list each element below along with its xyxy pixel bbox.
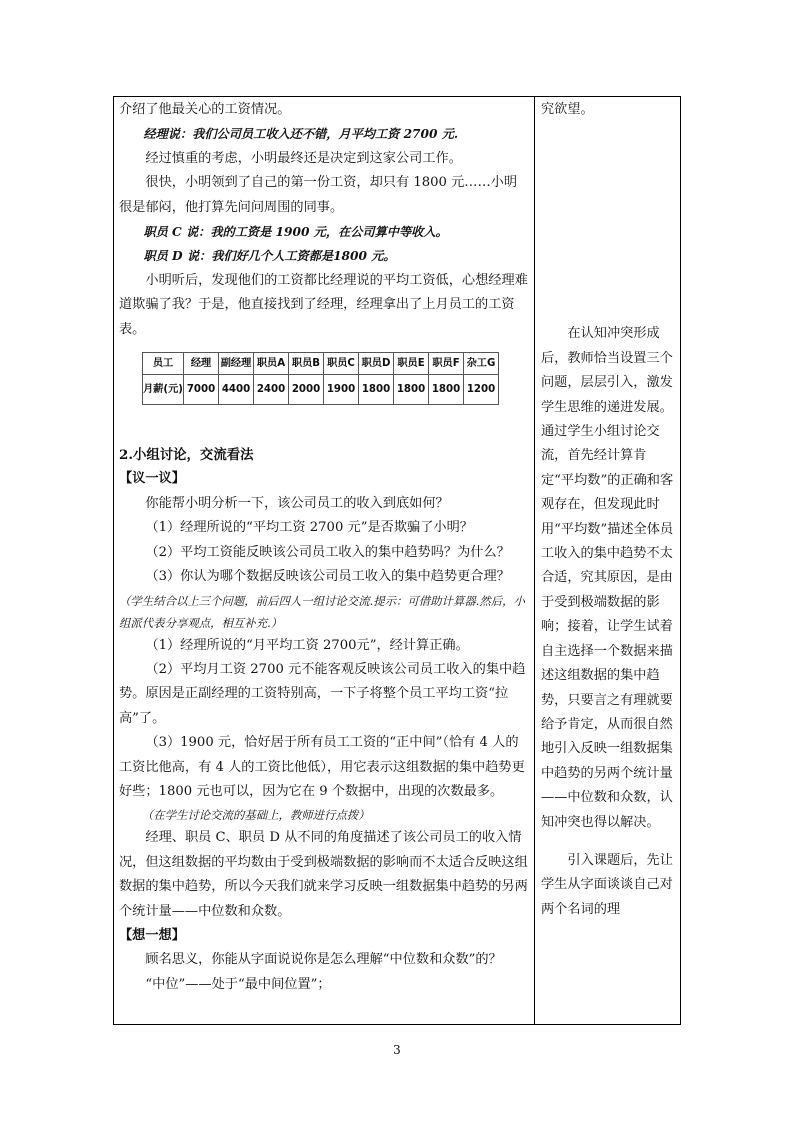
side-text: 引入课题后，先让学生从字面谈谈自己对两个名词的理 bbox=[541, 852, 673, 917]
table-cell: 2000 bbox=[289, 375, 324, 405]
staff-c-dialogue: 职员 C 说：我的工资是 1900 元，在公司算中等收入。 bbox=[143, 225, 448, 240]
table-cell: 月薪(元) bbox=[143, 375, 184, 405]
table-cell: 职员D bbox=[359, 353, 394, 375]
manager-dialogue: 经理说：我们公司员工收入还不错，月平均工资 2700 元. bbox=[143, 127, 459, 142]
story-paragraph: 很快，小明领到了自己的第一份工资，却只有 1800 元……小明很是郁闷，他打算先问问周围的同事。 bbox=[119, 175, 518, 215]
wage-table bbox=[142, 352, 499, 405]
think-label: 【想一想】 bbox=[119, 927, 185, 943]
teacher-note: （在学生讨论交流的基础上，教师进行点拨） bbox=[141, 808, 370, 823]
activity-note: （学生结合以上三个问题，前后四人一组讨论交流.提示：可借助计算器.然后，小组派代表分享观点，相互补充.） bbox=[119, 593, 525, 630]
question-1: （1）经理所说的“平均工资 2700 元”是否欺骗了小明？ bbox=[145, 520, 473, 536]
question-2: （2）平均工资能反映该公司员工收入的集中趋势吗？为什么？ bbox=[145, 544, 510, 560]
story-paragraph: 经过慎重的考虑，小明最终还是决定到这家公司工作。 bbox=[145, 150, 462, 166]
section-heading: 2.小组讨论，交流看法 bbox=[119, 447, 254, 464]
discuss-label: 【议一议】 bbox=[119, 471, 185, 487]
table-cell: 职员F bbox=[429, 353, 464, 375]
process-column bbox=[119, 98, 529, 997]
table-cell: 4400 bbox=[219, 375, 254, 405]
table-cell: 杂工G bbox=[464, 353, 499, 375]
column-divider bbox=[534, 96, 535, 1025]
story-paragraph: 小明听后，发现他们的工资都比经理说的平均工资低，心想经理难道欺骗了我？于是，他直接找到了经理，经理拿出了上月员工的工资表。 bbox=[119, 272, 528, 337]
table-cell: 7000 bbox=[184, 375, 219, 405]
median-definition: “中位”——处于“最中间位置”； bbox=[145, 976, 331, 992]
table-cell: 经理 bbox=[184, 353, 219, 375]
wage-table-salary-row bbox=[143, 375, 499, 405]
table-cell: 职员B bbox=[289, 353, 324, 375]
table-cell: 1800 bbox=[359, 375, 394, 405]
table-cell: 职员A bbox=[254, 353, 289, 375]
table-cell: 1200 bbox=[464, 375, 499, 405]
table-cell: 职员C bbox=[324, 353, 359, 375]
intro-line: 介绍了他最关心的工资情况。 bbox=[119, 102, 291, 117]
intent-column bbox=[541, 98, 676, 922]
table-cell: 1800 bbox=[429, 375, 464, 405]
think-question: 顾名思义，你能从字面说说你是怎么理解“中位数和众数”的？ bbox=[145, 952, 502, 968]
answer-3: （3）1900 元，恰好居于所有员工工资的“正中间”（恰有 4 人的工资比他高，有 4 人的工资比他低），用它表示这组数据的集中趋势更好些；1800 元也可以，因为它在 9 个数据中，出现的次数最多。 bbox=[119, 735, 525, 799]
table-cell: 职员E bbox=[394, 353, 429, 375]
page-number: 3 bbox=[393, 1043, 401, 1057]
answer-1: （1）经理所说的“月平均工资 2700元”，经计算正确。 bbox=[145, 637, 469, 653]
table-cell: 2400 bbox=[254, 375, 289, 405]
table-cell: 1900 bbox=[324, 375, 359, 405]
wage-table-header-row bbox=[143, 353, 499, 375]
table-cell: 副经理 bbox=[219, 353, 254, 375]
summary-paragraph: 经理、职员 C、职员 D 从不同的角度描述了该公司员工的收入情况，但这组数据的平均数由于受到极端数据的影响而不太适合反映这组数据的集中趋势，所以今天我们就来学习反映一组数据集中趋势的另两个统计量——中位数和众数。 bbox=[119, 830, 528, 919]
table-cell: 员工 bbox=[143, 353, 184, 375]
answer-2: （2）平均月工资 2700 元不能客观反映该公司员工收入的集中趋势。原因是正副经理的工资特别高，一下子将整个员工平均工资“拉高”了。 bbox=[119, 661, 526, 726]
side-text: 在认知冲突形成后，教师恰当设置三个问题，层层引入，激发学生思维的递进发展。通过学生小组讨论交流，首先经计算肯定“平均数”的正确和客观存在，但发现此时用“平均数”描述全体员工收入的集中趋势不太合适，究其原因，是由于受到极端数据的影响；接着，让学生试着自主选择一个数据来描述这组数据的集中趋势，只要言之有理就要给予肯定，从而很自然地引入反映一组数据集中趋势的另两个统计量——中位数和众数，认知冲突也得以解决。 bbox=[541, 326, 674, 830]
table-cell: 1800 bbox=[394, 375, 429, 405]
question-intro: 你能帮小明分析一下，该公司员工的收入到底如何？ bbox=[145, 495, 449, 511]
question-3: （3）你认为哪个数据反映该公司员工收入的集中趋势更合理？ bbox=[145, 569, 510, 585]
staff-d-dialogue: 职员 D 说：我们好几个人工资都是1800 元。 bbox=[143, 249, 396, 264]
side-text: 究欲望。 bbox=[541, 102, 594, 117]
